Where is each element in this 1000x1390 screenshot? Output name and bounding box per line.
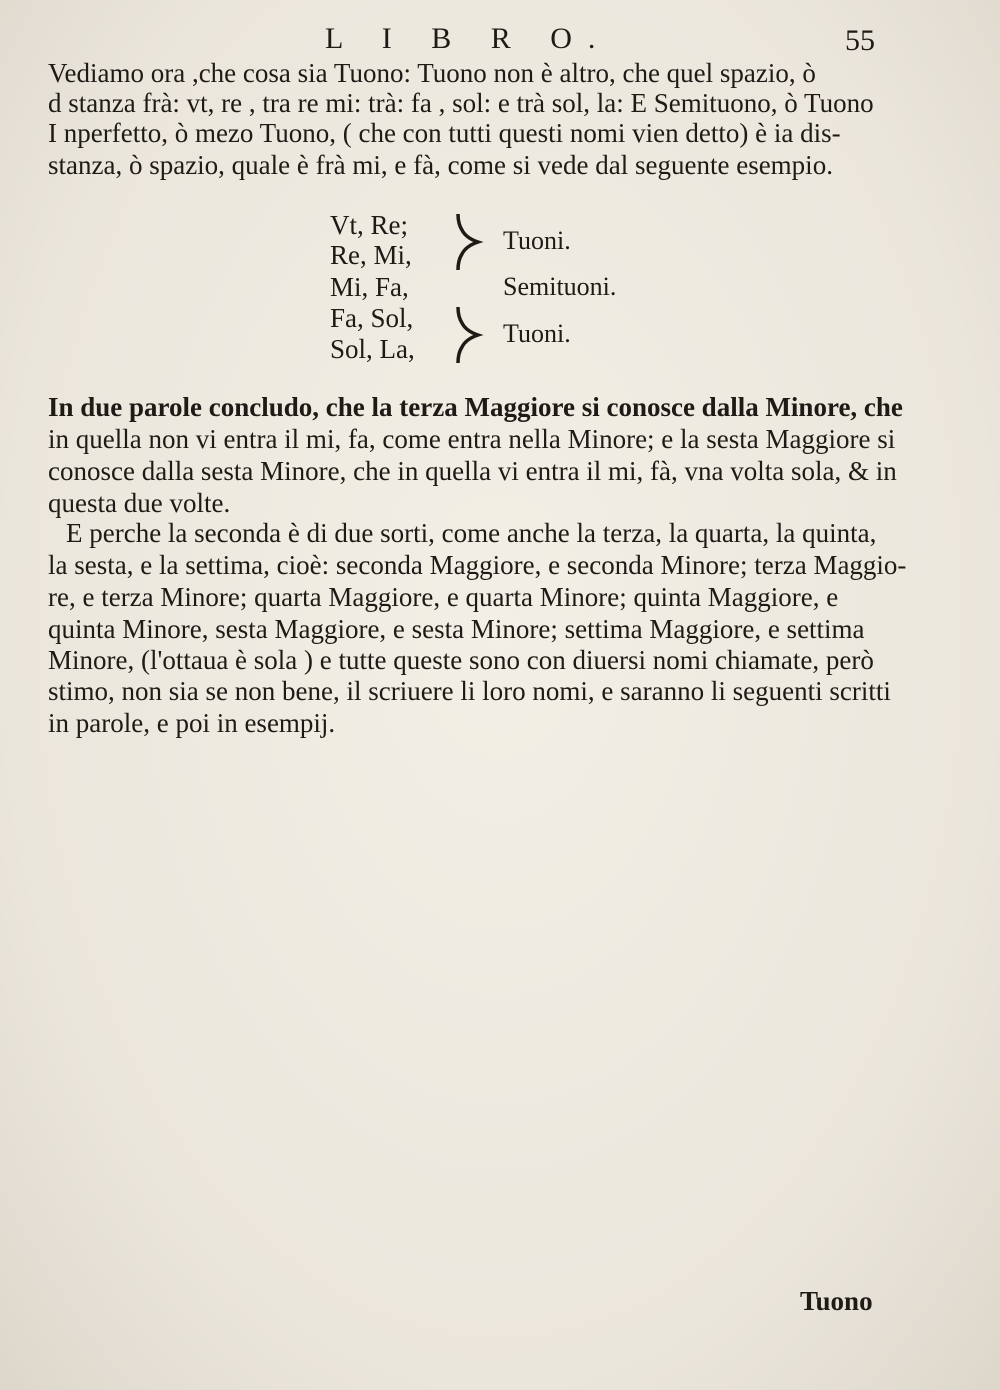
running-head: L I B R O.: [325, 22, 612, 55]
interval-label: Tuoni.: [503, 226, 571, 255]
text-line: quinta Minore, sesta Maggiore, e sesta Minore; settima Maggiore, e settima: [48, 614, 865, 644]
syllable-pair: Vt, Re;: [330, 210, 408, 240]
text-line: d stanza frà: vt, re , tra re mi: trà: fa , sol: e trà sol, la: E Semituono, ò Tuono: [48, 88, 874, 118]
brace-icon: [448, 212, 486, 272]
text-line: Minore, (l'ottaua è sola ) e tutte queste sono con diuersi nomi chiamate, però: [48, 645, 874, 675]
interval-label: Semituoni.: [503, 272, 617, 301]
text-line: In due parole concludo, che la terza Maggiore si conosce dalla Minore, che: [48, 392, 903, 422]
syllable-pair: Sol, La,: [330, 334, 415, 364]
syllable-pair: Fa, Sol,: [330, 303, 414, 333]
syllable-pair: Mi, Fa,: [330, 272, 409, 302]
brace-icon: [448, 305, 486, 365]
text-line: Vediamo ora ,che cosa sia Tuono: Tuono non è altro, che quel spazio, ò: [48, 58, 816, 88]
catchword: Tuono: [800, 1286, 873, 1316]
text-line: conosce dalla sesta Minore, che in quella vi entra il mi, fà, vna volta sola, & in: [48, 456, 897, 486]
syllable-pair: Re, Mi,: [330, 240, 412, 270]
text-line: in quella non vi entra il mi, fa, come entra nella Minore; e la sesta Maggiore si: [48, 424, 896, 454]
text-line: questa due volte.: [48, 488, 231, 518]
text-line: I nperfetto, ò mezo Tuono, ( che con tutti questi nomi vien detto) è ia dis-: [48, 118, 841, 148]
interval-label: Tuoni.: [503, 319, 571, 348]
text-line: stanza, ò spazio, quale è frà mi, e fà, come si vede dal seguente esempio.: [48, 150, 833, 180]
page-number: 55: [845, 24, 875, 57]
text-line: in parole, e poi in esempij.: [48, 708, 336, 738]
text-line: E perche la seconda è di due sorti, come anche la terza, la quarta, la quinta,: [66, 518, 877, 548]
text-line: re, e terza Minore; quarta Maggiore, e quarta Minore; quinta Maggiore, e: [48, 582, 839, 612]
text-line: la sesta, e la settima, cioè: seconda Maggiore, e seconda Minore; terza Maggio-: [48, 550, 907, 580]
text-line: stimo, non sia se non bene, il scriuere li loro nomi, e saranno li seguenti scritti: [48, 676, 891, 706]
